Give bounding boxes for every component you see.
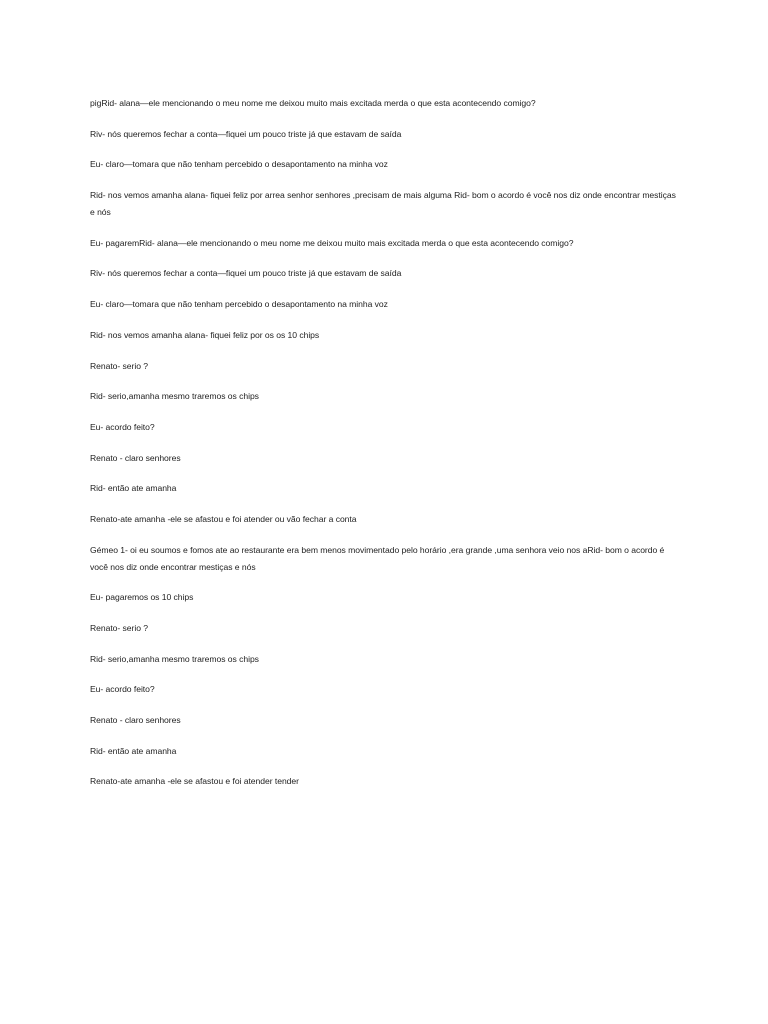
paragraph: Renato- serio ?	[90, 360, 149, 371]
paragraph: Riv- nós queremos fechar a conta—fiquei um pouco triste já que estavam de saída	[90, 268, 402, 279]
paragraph: Rid- então ate amanha	[90, 745, 177, 756]
paragraph: Renato - claro senhores	[90, 715, 181, 726]
paragraph: Gémeo 1- oi eu soumos e fomos ate ao restaurante era bem menos movimentado pelo horário ,era grande ,uma senhora veio nos aRid- bom o acordo é você nos diz onde encontrar mestiças e nós	[90, 544, 665, 572]
paragraph: Renato- serio ?	[90, 623, 149, 633]
paragraph: Rid- nos vemos amanha alana- fiquei feliz por arrea senhor senhores ,precisam de mais alguma Rid- bom o acordo é você nos diz onde encontrar mestiças e nós	[90, 190, 676, 218]
paragraph: Eu- acordo feito?	[90, 684, 155, 695]
document-body	[90, 95, 680, 804]
paragraph: Eu- pagaremos os 10 chips	[90, 592, 194, 603]
paragraph: Renato-ate amanha -ele se afastou e foi atender tender	[90, 776, 299, 787]
paragraph: Riv- nós queremos fechar a conta—fiquei um pouco triste já que estavam de saída	[90, 128, 402, 139]
paragraph: Rid- então ate amanha	[90, 483, 177, 494]
paragraph: pigRid- alana—ele mencionando o meu nome me deixou muito mais excitada merda o que esta acontecendo comigo?	[90, 98, 536, 108]
paragraph: Rid- serio,amanha mesmo traremos os chips	[90, 653, 259, 664]
paragraph: Rid- nos vemos amanha alana- fiquei feliz por os os 10 chips	[90, 329, 320, 340]
paragraph: Eu- acordo feito?	[90, 421, 155, 432]
paragraph: Renato-ate amanha -ele se afastou e foi atender ou vão fechar a conta	[90, 513, 357, 524]
paragraph: Renato - claro senhores	[90, 452, 181, 463]
paragraph: Eu- claro—tomara que não tenham percebido o desapontamento na minha voz	[90, 159, 388, 170]
paragraph: Rid- serio,amanha mesmo traremos os chips	[90, 391, 259, 402]
paragraph: Eu- pagaremRid- alana—ele mencionando o meu nome me deixou muito mais excitada merda o que esta acontecendo comigo?	[90, 237, 574, 248]
paragraph: Eu- claro—tomara que não tenham percebido o desapontamento na minha voz	[90, 299, 388, 310]
